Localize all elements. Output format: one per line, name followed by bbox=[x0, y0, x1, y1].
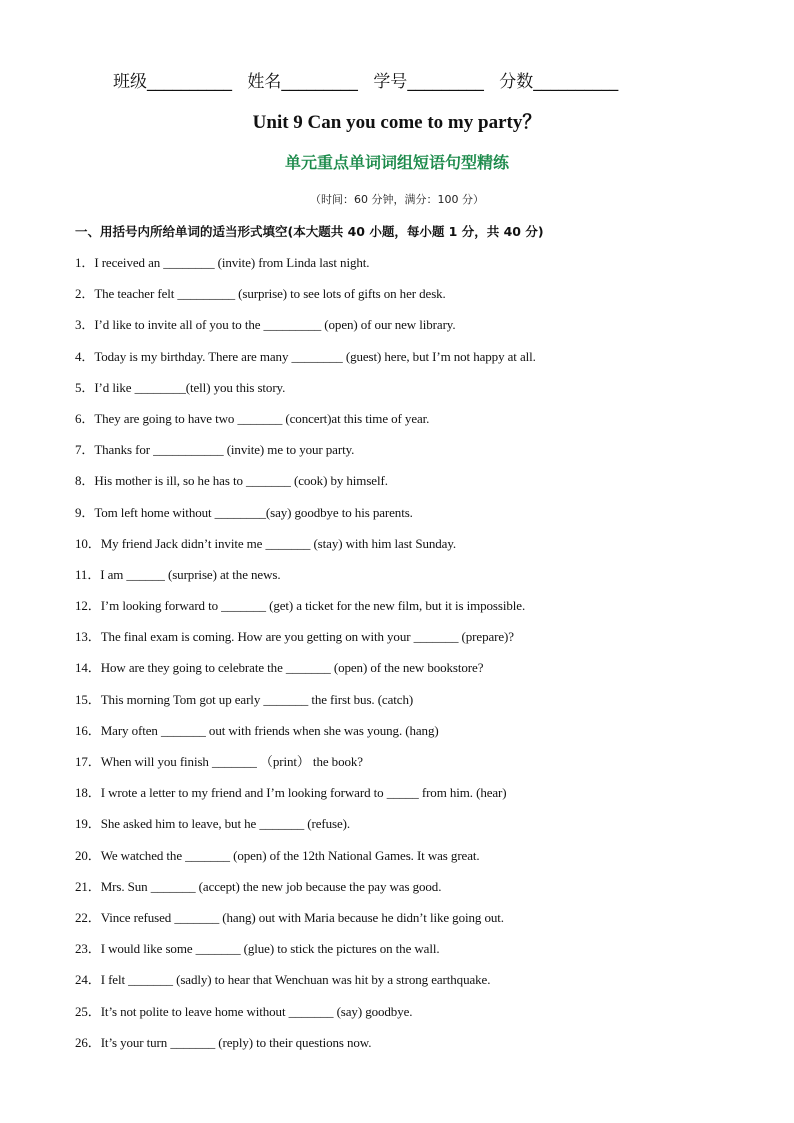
question-item bbox=[75, 938, 755, 969]
student-number-field bbox=[373, 70, 484, 94]
question-number: 11． bbox=[75, 566, 101, 582]
question-number: 10． bbox=[75, 535, 101, 551]
question-number: 22． bbox=[75, 909, 101, 925]
score-field bbox=[499, 70, 618, 94]
question-text: His mother is ill, so he has to _______ (cook) by himself. bbox=[94, 473, 388, 489]
question-number: 4． bbox=[75, 348, 95, 364]
question-text: It’s not polite to leave home without _______ (say) goodbye. bbox=[100, 1003, 413, 1019]
question-item bbox=[75, 876, 755, 907]
question-text: The final exam is coming. How are you getting on with your _______ (prepare)? bbox=[100, 629, 514, 645]
question-number: 21． bbox=[75, 878, 101, 894]
time-note: （时间：60 分钟，满分：100 分） bbox=[310, 193, 484, 206]
name-field bbox=[247, 70, 358, 94]
question-text: Thanks for ___________ (invite) me to your party. bbox=[94, 442, 355, 458]
name-label: 姓名 bbox=[247, 72, 282, 92]
student-number-label: 学号 bbox=[373, 72, 408, 92]
student-number-blank: _________ bbox=[407, 72, 484, 92]
question-number: 7． bbox=[75, 442, 95, 458]
question-text: Today is my birthday. There are many ________ (guest) here, but I’m not happy at all. bbox=[94, 348, 536, 364]
question-item bbox=[75, 969, 755, 1000]
question-number: 16． bbox=[75, 722, 101, 738]
class-blank: __________ bbox=[147, 72, 232, 92]
question-item bbox=[75, 470, 755, 501]
question-text: She asked him to leave, but he _______ (refuse). bbox=[100, 816, 351, 832]
question-text: I wrote a letter to my friend and I’m looking forward to _____ from him. (hear) bbox=[100, 785, 507, 801]
question-text: My friend Jack didn’t invite me _______ (stay) with him last Sunday. bbox=[100, 535, 457, 551]
question-text: We watched the _______ (open) of the 12th National Games. It was great. bbox=[100, 847, 480, 863]
question-number: 26． bbox=[75, 1034, 101, 1050]
question-item bbox=[75, 595, 755, 626]
question-item bbox=[75, 377, 755, 408]
question-text: The teacher felt _________ (surprise) to see lots of gifts on her desk. bbox=[94, 286, 446, 302]
question-item bbox=[75, 283, 755, 314]
question-text: I’d like ________(tell) you this story. bbox=[94, 379, 286, 395]
question-item bbox=[75, 252, 755, 283]
class-field bbox=[113, 70, 232, 94]
question-item bbox=[75, 346, 755, 377]
question-item bbox=[75, 657, 755, 688]
question-text: They are going to have two _______ (concert)at this time of year. bbox=[94, 410, 430, 426]
question-item bbox=[75, 439, 755, 470]
question-item bbox=[75, 813, 755, 844]
question-number: 24． bbox=[75, 972, 101, 988]
question-number: 12． bbox=[75, 598, 101, 614]
question-text: I am ______ (surprise) at the news. bbox=[100, 566, 281, 582]
question-text: Vince refused _______ (hang) out with Maria because he didn’t like going out. bbox=[100, 909, 504, 925]
score-blank: __________ bbox=[533, 72, 619, 92]
page-title: Unit 9 Can you come to my party？ bbox=[252, 112, 542, 133]
question-text: This morning Tom got up early _______ the first bus. (catch) bbox=[100, 691, 414, 707]
question-text: When will you finish _______ （print） the book? bbox=[100, 754, 363, 769]
question-item bbox=[75, 907, 755, 938]
question-item bbox=[75, 533, 755, 564]
question-number: 9． bbox=[75, 504, 95, 520]
question-item bbox=[75, 626, 755, 657]
question-text: I felt _______ (sadly) to hear that Wenchuan was hit by a strong earthquake. bbox=[100, 972, 491, 988]
question-text: It’s your turn _______ (reply) to their questions now. bbox=[100, 1034, 372, 1050]
name-blank: _________ bbox=[281, 72, 358, 92]
question-text: I’d like to invite all of you to the _________ (open) of our new library. bbox=[94, 317, 456, 333]
question-number: 1． bbox=[75, 255, 95, 270]
question-text: How are they going to celebrate the _______ (open) of the new bookstore? bbox=[100, 660, 484, 676]
question-number: 2． bbox=[75, 286, 95, 302]
question-number: 14． bbox=[75, 660, 101, 676]
question-number: 17． bbox=[75, 754, 101, 769]
question-number: 8． bbox=[75, 473, 95, 489]
question-text: I received an ________ (invite) from Linda last night. bbox=[94, 255, 370, 270]
class-label: 班级 bbox=[113, 72, 147, 92]
question-text: I would like some _______ (glue) to stick the pictures on the wall. bbox=[100, 941, 440, 957]
student-info-row bbox=[113, 70, 693, 94]
question-number: 15． bbox=[75, 691, 101, 707]
question-number: 6． bbox=[75, 410, 95, 426]
question-item bbox=[75, 782, 755, 813]
score-label: 分数 bbox=[499, 72, 534, 92]
question-text: Tom left home without ________(say) goodbye to his parents. bbox=[94, 504, 413, 520]
section-heading: 一、用括号内所给单词的适当形式填空(本大题共 40 小题，每小题 1 分，共 40 分) bbox=[75, 224, 544, 239]
question-number: 13． bbox=[75, 629, 101, 645]
question-item bbox=[75, 1001, 755, 1032]
question-list bbox=[75, 252, 755, 1063]
question-number: 23． bbox=[75, 941, 101, 957]
question-item bbox=[75, 564, 755, 595]
question-item bbox=[75, 502, 755, 533]
question-item bbox=[75, 689, 755, 720]
question-item bbox=[75, 751, 755, 782]
question-number: 3． bbox=[75, 317, 95, 333]
question-number: 25． bbox=[75, 1003, 101, 1019]
question-text: I’m looking forward to _______ (get) a ticket for the new film, but it is impossible. bbox=[100, 598, 526, 614]
question-item bbox=[75, 408, 755, 439]
question-item bbox=[75, 845, 755, 876]
question-number: 20． bbox=[75, 847, 101, 863]
question-number: 18． bbox=[75, 785, 101, 801]
question-number: 19． bbox=[75, 816, 101, 832]
page-subtitle: 单元重点单词词组短语句型精练 bbox=[284, 153, 509, 172]
question-text: Mary often _______ out with friends when she was young. (hang) bbox=[100, 722, 439, 738]
question-item bbox=[75, 720, 755, 751]
question-number: 5． bbox=[75, 379, 95, 395]
question-item bbox=[75, 314, 755, 345]
question-text: Mrs. Sun _______ (accept) the new job because the pay was good. bbox=[100, 878, 442, 894]
question-item bbox=[75, 1032, 755, 1063]
